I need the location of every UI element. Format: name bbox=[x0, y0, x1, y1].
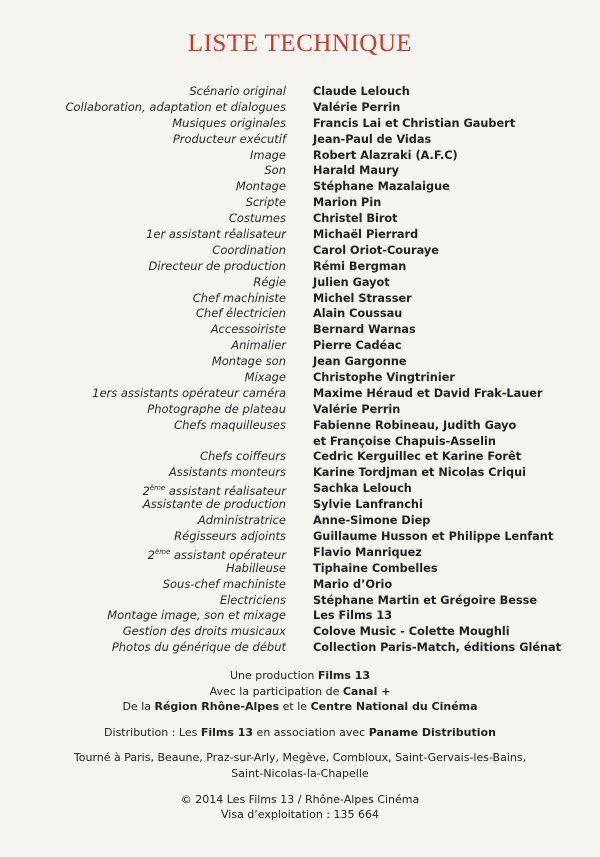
credit-row bbox=[0, 497, 600, 513]
credit-row bbox=[0, 338, 600, 354]
credit-role: Assistants monteurs bbox=[168, 465, 286, 480]
spacer bbox=[0, 782, 600, 792]
footer-bold-text: Films 13 bbox=[200, 725, 254, 739]
credit-role: Costumes bbox=[228, 211, 286, 226]
credit-name: Stéphane Martin et Grégoire Besse bbox=[313, 593, 538, 607]
credit-name: Michel Strasser bbox=[313, 291, 412, 305]
credit-name: Jean-Paul de Vidas bbox=[313, 132, 432, 146]
credit-row bbox=[0, 243, 600, 259]
credit-row bbox=[0, 100, 600, 116]
page-title: LISTE TECHNIQUE bbox=[187, 30, 413, 57]
spacer bbox=[0, 715, 600, 725]
credit-row bbox=[0, 386, 600, 402]
credit-name: Michaël Pierrard bbox=[313, 228, 419, 242]
credit-role: Chef machiniste bbox=[192, 290, 286, 305]
credit-row bbox=[0, 529, 600, 545]
credit-row bbox=[0, 179, 600, 195]
credit-row bbox=[0, 291, 600, 307]
credit-name: Cedric Kerguillec et Karine Forêt bbox=[313, 450, 522, 464]
footer-locations-line-2: Saint-Nicolas-la-Chapelle bbox=[231, 766, 369, 780]
credit-name: Anne-Simone Diep bbox=[313, 514, 431, 528]
credits-list bbox=[0, 84, 600, 656]
credit-role: Chef électricien bbox=[195, 306, 286, 321]
credit-row bbox=[0, 116, 600, 132]
credit-row bbox=[0, 148, 600, 164]
credit-role: Image bbox=[249, 147, 286, 162]
spacer bbox=[0, 740, 600, 750]
credit-name: Tiphaine Combelles bbox=[313, 561, 438, 575]
credit-row bbox=[0, 449, 600, 465]
credit-role: Musiques originales bbox=[172, 115, 286, 130]
credit-row bbox=[0, 465, 600, 481]
credit-row bbox=[0, 195, 600, 211]
credit-name: et Françoise Chapuis-Asselin bbox=[313, 434, 496, 448]
credit-row bbox=[0, 163, 600, 179]
credit-role: Mixage bbox=[244, 370, 286, 385]
credit-role: Directeur de production bbox=[148, 258, 286, 273]
credit-name: Sachka Lelouch bbox=[313, 482, 412, 496]
credit-name: Robert Alazraki (A.F.C) bbox=[313, 148, 458, 162]
credit-role-number: 2 bbox=[147, 547, 155, 562]
credit-role-number: 2 bbox=[142, 484, 150, 499]
credit-role: Coordination bbox=[212, 242, 286, 257]
credit-name: Jean Gargonne bbox=[313, 355, 407, 369]
credit-name: Rémi Bergman bbox=[313, 259, 407, 273]
credit-name: Christel Birot bbox=[313, 212, 398, 226]
credit-row bbox=[0, 593, 600, 609]
credit-row bbox=[0, 434, 600, 450]
credit-row bbox=[0, 418, 600, 434]
credit-role: Administratrice bbox=[197, 513, 286, 528]
footer-bold-text: Paname Distribution bbox=[368, 725, 496, 739]
credit-role: Chefs maquilleuses bbox=[174, 417, 286, 432]
credit-role: Habilleuse bbox=[225, 560, 286, 575]
credit-row bbox=[0, 306, 600, 322]
credit-row bbox=[0, 211, 600, 227]
credit-row bbox=[0, 608, 600, 624]
credit-name: Bernard Warnas bbox=[313, 323, 416, 337]
credit-role: Régie bbox=[253, 274, 286, 289]
credit-name: Stéphane Mazalaigue bbox=[313, 180, 450, 194]
credit-role: Collaboration, adaptation et dialogues bbox=[65, 99, 286, 114]
footer-locations-line: Tourné à Paris, Beaune, Praz-sur-Arly, Megève, Combloux, Saint-Gervais-les-Bains, bbox=[73, 751, 527, 765]
credit-role-text: assistant opérateur bbox=[170, 547, 286, 562]
credit-role: Assistante de production bbox=[142, 497, 286, 512]
credit-role: Régisseurs adjoints bbox=[174, 528, 286, 543]
footer-text: et le bbox=[279, 700, 311, 714]
credit-row bbox=[0, 227, 600, 243]
footer-visa: Visa d’exploitation : 135 664 bbox=[220, 808, 379, 822]
credit-role: Electriciens bbox=[219, 592, 286, 607]
credit-role: Scénario original bbox=[189, 84, 286, 98]
credit-role-text: assistant réalisateur bbox=[165, 484, 286, 499]
credit-name: Colove Music - Colette Moughli bbox=[313, 625, 510, 639]
credit-role: Photos du générique de début bbox=[111, 640, 286, 655]
footer-distribution-line bbox=[0, 725, 600, 741]
credit-name: Karine Tordjman et Nicolas Criqui bbox=[313, 466, 526, 480]
credit-name: Harald Maury bbox=[313, 164, 400, 178]
credit-name: Christophe Vingtrinier bbox=[313, 371, 455, 385]
credit-row bbox=[0, 275, 600, 291]
credit-name: Valérie Perrin bbox=[313, 402, 401, 416]
footer-bold-text: Films 13 bbox=[317, 669, 371, 682]
footer-production-line bbox=[0, 668, 600, 684]
production-footer bbox=[0, 668, 600, 823]
credit-role-superscript: ème bbox=[154, 547, 171, 556]
credit-row bbox=[0, 481, 600, 497]
footer-region-line bbox=[0, 699, 600, 715]
credit-role: 1er assistant réalisateur bbox=[146, 227, 286, 242]
credit-role: Son bbox=[264, 163, 286, 178]
footer-text: Avec la participation de bbox=[209, 684, 343, 698]
credit-row bbox=[0, 370, 600, 386]
credit-role: Scripte bbox=[245, 195, 286, 210]
credit-name: Mario d’Orio bbox=[313, 577, 393, 591]
credit-row bbox=[0, 624, 600, 640]
credit-role: Montage son bbox=[211, 354, 286, 369]
credit-role: Sous-chef machiniste bbox=[162, 576, 286, 591]
credit-row bbox=[0, 577, 600, 593]
credit-row bbox=[0, 322, 600, 338]
credit-name: Flavio Manriquez bbox=[313, 545, 422, 559]
credit-role: Producteur exécutif bbox=[172, 131, 286, 146]
credit-role: Photographe de plateau bbox=[147, 401, 286, 416]
credit-name: Sylvie Lanfranchi bbox=[313, 498, 423, 512]
credit-name: Maxime Héraud et David Frak-Lauer bbox=[313, 386, 543, 400]
credit-name: Carol Oriot-Couraye bbox=[313, 243, 439, 257]
credit-row bbox=[0, 513, 600, 529]
credit-role: Montage image, son et mixage bbox=[107, 608, 286, 623]
credit-name: Julien Gayot bbox=[313, 275, 390, 289]
credit-role: Gestion des droits musicaux bbox=[122, 624, 286, 639]
credit-role-superscript: ème bbox=[149, 484, 166, 493]
credit-name: Pierre Cadéac bbox=[313, 339, 402, 353]
credit-row bbox=[0, 561, 600, 577]
credit-name: Les Films 13 bbox=[313, 609, 393, 623]
credit-name: Fabienne Robineau, Judith Gayo bbox=[313, 418, 517, 432]
credit-role: Chefs coiffeurs bbox=[199, 449, 286, 464]
footer-text: Distribution : Les bbox=[104, 725, 201, 739]
credit-role: Animalier bbox=[231, 338, 286, 353]
credit-name: Collection Paris-Match, éditions Glénat bbox=[313, 641, 562, 655]
footer-participation-line bbox=[0, 684, 600, 700]
credit-name: Guillaume Husson et Philippe Lenfant bbox=[313, 529, 554, 543]
credit-name: Marion Pin bbox=[313, 196, 382, 210]
credit-role: Accessoiriste bbox=[210, 322, 286, 337]
credit-row bbox=[0, 84, 600, 100]
credit-row bbox=[0, 640, 600, 656]
credit-name: Claude Lelouch bbox=[313, 85, 410, 98]
credit-name: Alain Coussau bbox=[313, 307, 403, 321]
credit-row bbox=[0, 259, 600, 275]
credit-row bbox=[0, 354, 600, 370]
footer-text: De la bbox=[122, 700, 155, 714]
footer-copyright: © 2014 Les Films 13 / Rhône-Alpes Cinéma bbox=[180, 792, 420, 806]
credit-role: 1ers assistants opérateur caméra bbox=[92, 385, 286, 400]
footer-text: en association avec bbox=[253, 725, 369, 739]
credit-name: Francis Lai et Christian Gaubert bbox=[313, 116, 516, 130]
footer-bold-text: Région Rhône-Alpes bbox=[154, 700, 280, 714]
credit-row bbox=[0, 545, 600, 561]
credit-role: Montage bbox=[235, 179, 286, 194]
credit-row bbox=[0, 402, 600, 418]
footer-bold-text: Canal + bbox=[342, 684, 391, 698]
credit-name: Valérie Perrin bbox=[313, 100, 401, 114]
footer-bold-text: Centre National du Cinéma bbox=[310, 700, 478, 714]
footer-text: Une production bbox=[229, 669, 318, 682]
credit-row bbox=[0, 132, 600, 148]
